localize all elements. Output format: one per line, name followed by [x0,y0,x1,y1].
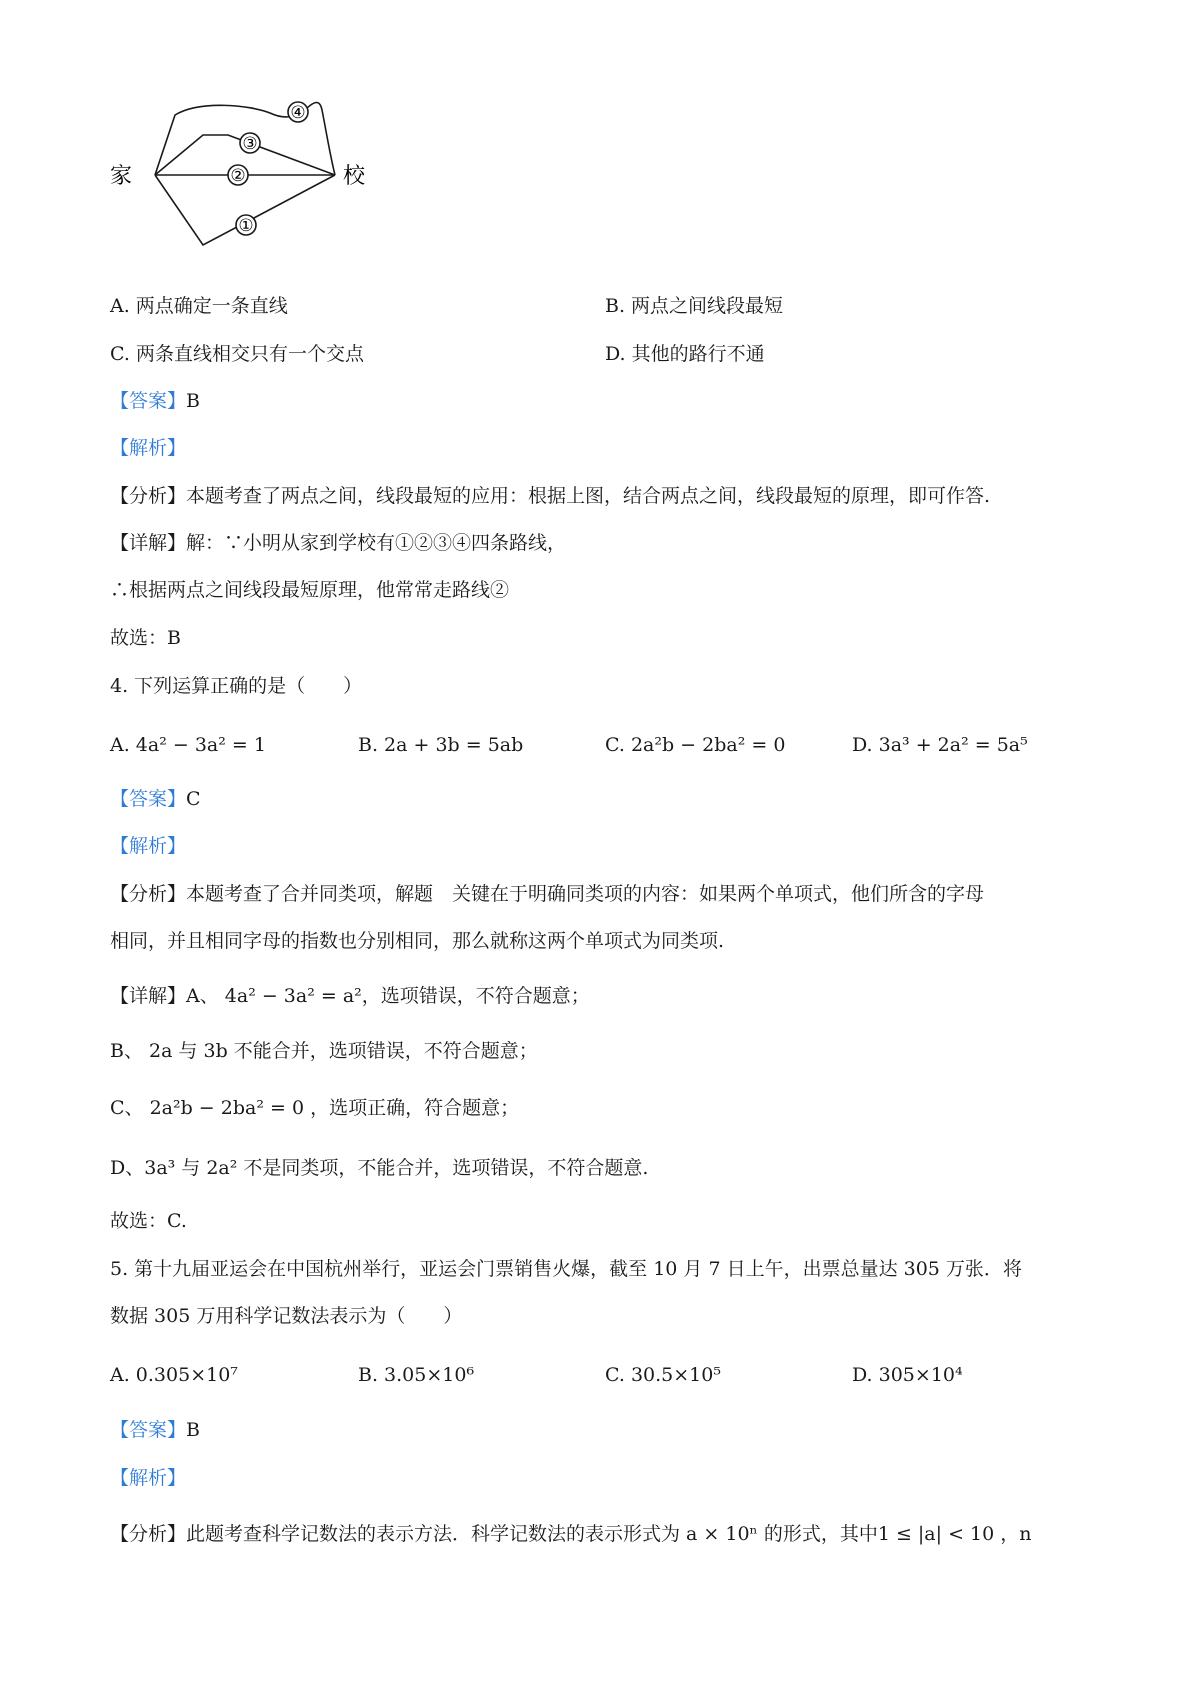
answer-tag: 【答案】 [110,1419,187,1441]
q4-answer-line [110,787,201,811]
q3-option-b: B. 两点之间线段最短 [605,295,784,317]
route-label-3: ③ [242,134,258,154]
school-label: 校 [343,164,366,189]
route-diagram [110,95,410,275]
answer-tag: 【答案】 [110,390,187,412]
fenxi-tag: 【分析】 [110,485,187,507]
q4-xiangjie [110,984,590,1008]
q4-answer: C [186,788,201,810]
q5-option-d: D. 305×10⁴ [852,1364,963,1386]
q3-answer-line [110,389,200,413]
q5-option-a: A. 0.305×10⁷ [110,1364,238,1386]
q4-fenxi-1 [110,882,984,906]
q3-line2: ∴根据两点之间线段最短原理，他常常走路线② [110,579,510,601]
answer-tag: 【答案】 [110,788,187,810]
q4-fenxi-2: 相同，并且相同字母的指数也分别相同，那么就称这两个单项式为同类项. [110,930,725,952]
q4-line-b: B、 2a 与 3b 不能合并，选项错误，不符合题意； [110,1040,538,1062]
q3-xiangjie [110,531,566,555]
q4-option-b: B. 2a + 3b = 5ab [358,734,524,756]
q3-choose: 故选：B [110,627,181,649]
q4-choose: 故选：C. [110,1210,187,1232]
q4-fenxi-text-1: 本题考查了合并同类项，解题 关键在于明确同类项的内容：如果两个单项式，他们所含的字母 [186,883,985,905]
q3-xiangjie-text: 解：∵小明从家到学校有①②③④四条路线， [186,532,567,554]
q5-stem-1: 5. 第十九届亚运会在中国杭州举行，亚运会门票销售火爆，截至 10 月 7 日上午，出票总量达 305 万张．将 [110,1258,1022,1280]
q3-option-c: C. 两条直线相交只有一个交点 [110,343,364,365]
q3-answer: B [186,390,200,412]
home-label: 家 [110,164,133,189]
q5-option-b: B. 3.05×10⁶ [358,1364,475,1386]
q5-option-c: C. 30.5×10⁵ [605,1364,721,1386]
q3-jiexi-tag: 【解析】 [110,437,187,459]
q4-option-a: A. 4a² − 3a² = 1 [110,734,266,756]
q3-option-a: A. 两点确定一条直线 [110,295,288,317]
q4-line-d: D、3a³ 与 2a² 不是同类项，不能合并，选项错误，不符合题意. [110,1157,649,1179]
q5-stem-2: 数据 305 万用科学记数法表示为（ ） [110,1305,463,1327]
q4-jiexi-tag: 【解析】 [110,835,187,857]
q4-option-d: D. 3a³ + 2a² = 5a⁵ [852,734,1028,756]
q4-option-c: C. 2a²b − 2ba² = 0 [605,734,786,756]
q3-fenxi [110,484,990,508]
q4-xiangjie-a: A、 4a² − 3a² = a²，选项错误，不符合题意； [186,985,590,1007]
q3-option-d: D. 其他的路行不通 [605,343,765,365]
q4-stem: 4. 下列运算正确的是（ ） [110,675,363,697]
xiangjie-tag: 【详解】 [110,985,187,1007]
q5-fenxi-text: 此题考查科学记数法的表示方法．科学记数法的表示形式为 a × 10ⁿ 的形式，其中1 ≤ |a| < 10 ，n [186,1523,1032,1545]
q5-answer: B [186,1419,200,1441]
q5-answer-line [110,1418,200,1442]
fenxi-tag: 【分析】 [110,1523,187,1545]
route-label-2: ② [230,166,246,186]
fenxi-tag: 【分析】 [110,883,187,905]
route-label-4: ④ [290,103,306,123]
q5-fenxi [110,1522,1032,1546]
xiangjie-tag: 【详解】 [110,532,187,554]
route-label-1: ① [238,216,254,236]
q4-line-c: C、 2a²b − 2ba² = 0 ，选项正确，符合题意； [110,1097,520,1119]
q3-fenxi-text: 本题考查了两点之间，线段最短的应用：根据上图，结合两点之间，线段最短的原理，即可作答. [186,485,991,507]
q5-jiexi-tag: 【解析】 [110,1467,187,1489]
